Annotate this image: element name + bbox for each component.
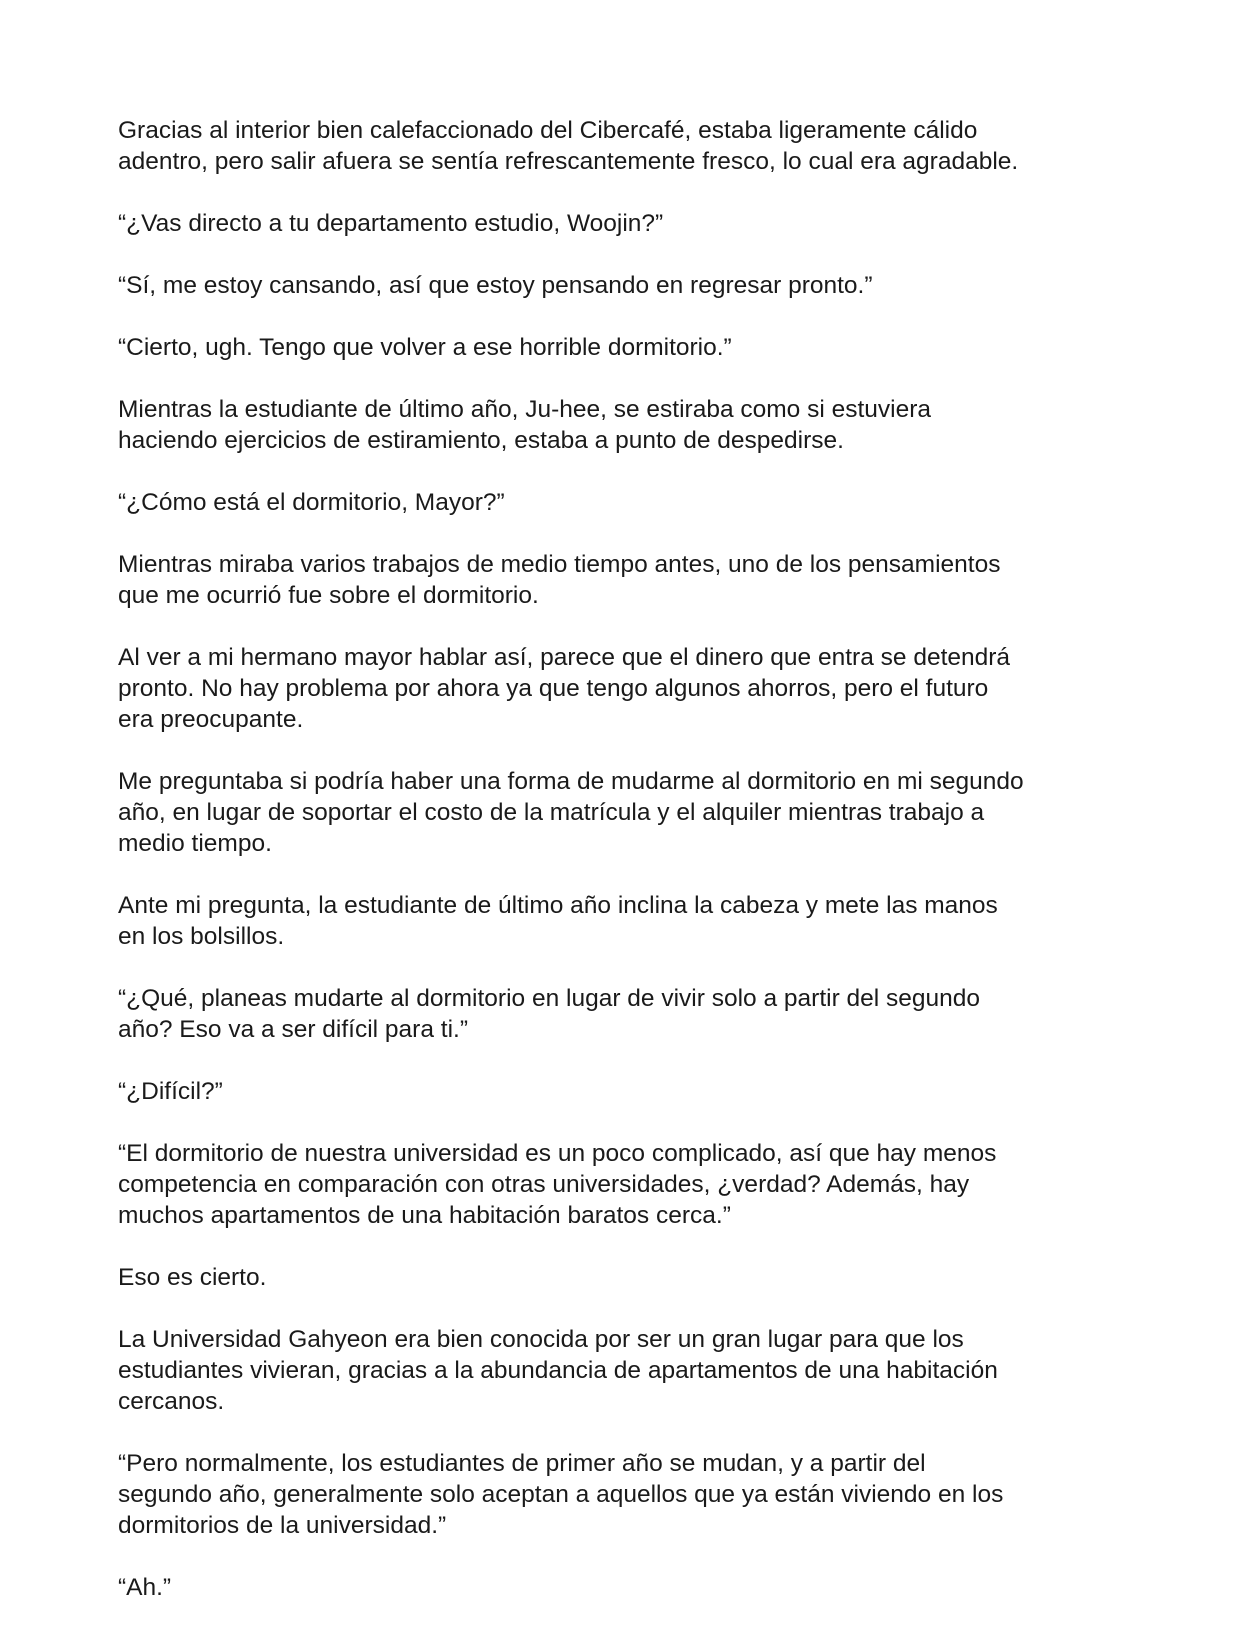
paragraph: La Universidad Gahyeon era bien conocida por ser un gran lugar para que los estudiantes vivieran, gracias a la abundancia de apartamentos de una habitación cercanos.	[118, 1326, 998, 1415]
paragraph: “¿Vas directo a tu departamento estudio, Woojin?”	[118, 210, 664, 237]
paragraph: Gracias al interior bien calefaccionado del Cibercafé, estaba ligeramente cálido adentro, pero salir afuera se sentía refrescantemente fresco, lo cual era agradable.	[118, 117, 1019, 175]
paragraph: “Ah.”	[118, 1574, 172, 1601]
paragraph: Eso es cierto.	[118, 1264, 267, 1291]
paragraph: Ante mi pregunta, la estudiante de último año inclina la cabeza y mete las manos en los bolsillos.	[118, 892, 998, 950]
paragraph: “El dormitorio de nuestra universidad es un poco complicado, así que hay menos competencia en comparación con otras universidades, ¿verdad? Además, hay muchos apartamentos de una habitación baratos cerca.”	[118, 1140, 997, 1229]
paragraph: “Sí, me estoy cansando, así que estoy pensando en regresar pronto.”	[118, 272, 873, 299]
paragraph: “¿Qué, planeas mudarte al dormitorio en lugar de vivir solo a partir del segundo año? Eso va a ser difícil para ti.”	[118, 985, 981, 1043]
paragraph: Mientras miraba varios trabajos de medio tiempo antes, uno de los pensamientos que me ocurrió fue sobre el dormitorio.	[118, 551, 1001, 609]
paragraph: “Pero normalmente, los estudiantes de primer año se mudan, y a partir del segundo año, generalmente solo aceptan a aquellos que ya están viviendo en los dormitorios de la universidad.”	[118, 1450, 1004, 1539]
paragraph: Mientras la estudiante de último año, Ju-hee, se estiraba como si estuviera haciendo ejercicios de estiramiento, estaba a punto de despedirse.	[118, 396, 932, 454]
paragraph: Al ver a mi hermano mayor hablar así, parece que el dinero que entra se detendrá pronto. No hay problema por ahora ya que tengo algunos ahorros, pero el futuro era preocupante.	[118, 644, 1011, 733]
paragraph: “Cierto, ugh. Tengo que volver a ese horrible dormitorio.”	[118, 334, 732, 361]
paragraph: “¿Cómo está el dormitorio, Mayor?”	[118, 489, 505, 516]
paragraph: Me preguntaba si podría haber una forma de mudarme al dormitorio en mi segundo año, en lugar de soportar el costo de la matrícula y el alquiler mientras trabajo a medio tiempo.	[118, 768, 1024, 857]
document-body	[118, 115, 1133, 1634]
paragraph: “¿Difícil?”	[118, 1078, 223, 1105]
